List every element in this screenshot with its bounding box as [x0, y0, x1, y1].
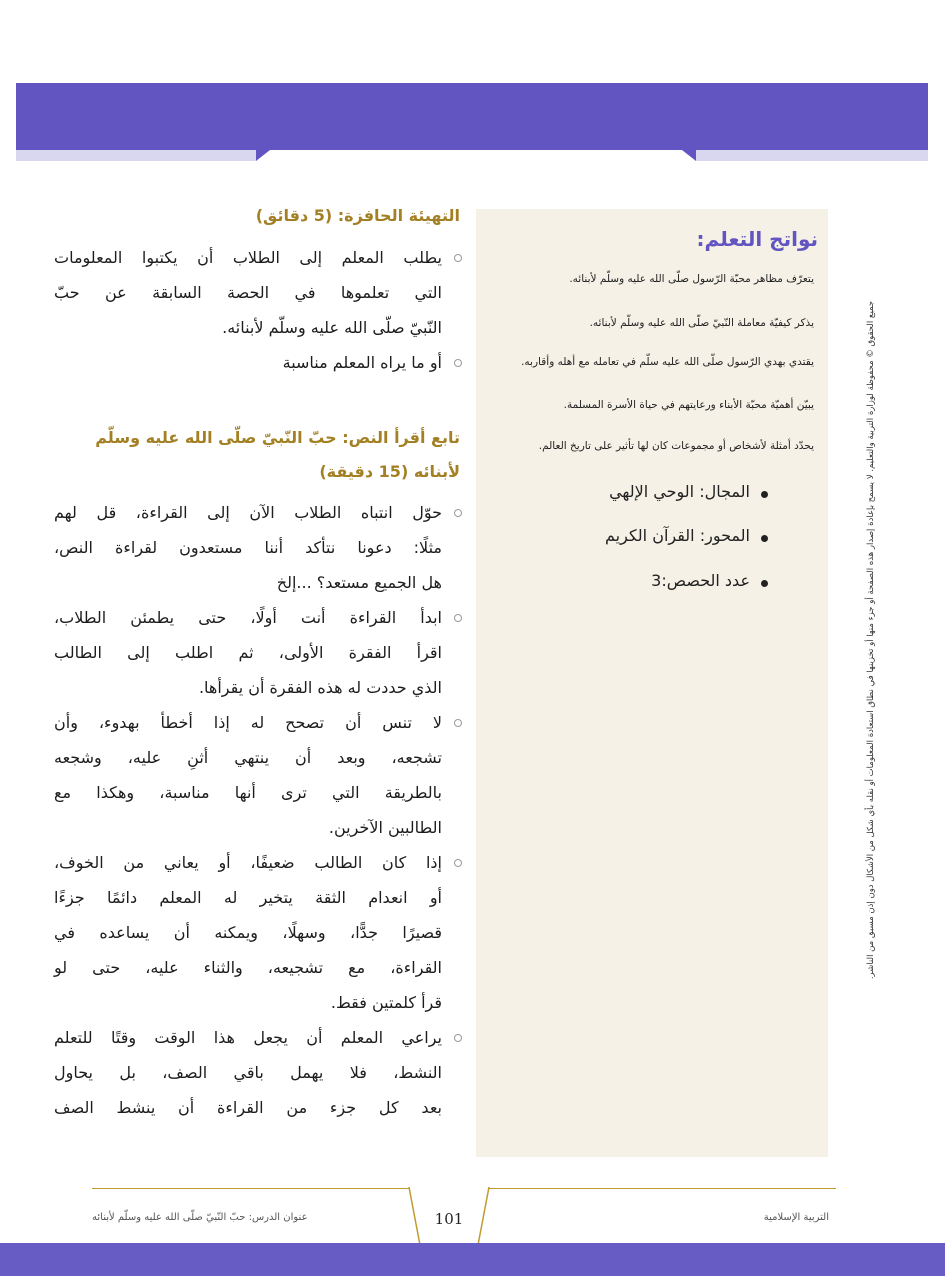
outcome-item: يبيّن أهميّة محبّة الأبناء ورعايتهم في حياة الأسرة المسلمة. — [563, 399, 814, 411]
warmup-bullets — [40, 240, 464, 380]
outcomes-title: نواتج التعلم: — [696, 227, 818, 251]
meta-sessions: عدد الحصص:3 — [605, 570, 768, 592]
reading-bullets — [40, 495, 464, 1125]
reading-heading: تابع أقرأ النص: حبّ النّبيّ صلّى الله عليه وسلّم — [95, 428, 460, 447]
lesson-title-footer: عنوان الدرس: حبّ النّبيّ صلّى الله عليه وسلّم لأبنائه — [92, 1212, 308, 1223]
copyright-note: جميع الحقوق © محفوظة لوزارة التربية والتعليم. لا يسمح بإعادة إصدار هذه الصفحة أو جزء منها أو تخزينها في نطاق استعادة المعلومات أو نقله بأي شكل من الأشكال دون إذن مسبق من الناشر. — [866, 300, 876, 980]
lesson-meta-list — [605, 481, 768, 614]
header-tab — [16, 150, 928, 161]
page-number: 101 — [434, 1210, 464, 1228]
outcome-item: يقتدي بهدي الرّسول صلّى الله عليه سلّم في تعامله مع أهله وأقاربه. — [521, 356, 814, 368]
list-item: ابدأ القراءة أنت أولًا، حتى يطمئن الطلاب، اقرأ الفقرة الأولى، ثم اطلب إلى الطالب الذي حددت له هذه الفقرة أن يقرأها. — [40, 600, 464, 705]
outcome-item: يتعرّف مظاهر محبّة الرّسول صلّى الله عليه وسلّم لأبنائه. — [569, 273, 814, 285]
warmup-heading: التهيئة الحافزة: (5 دقائق) — [255, 206, 460, 225]
list-item: يطلب المعلم إلى الطلاب أن يكتبوا المعلومات التي تعلموها في الحصة السابقة عن حبّ النّبيّ صلّى الله عليه وسلّم لأبنائه. — [40, 240, 464, 345]
bottom-band — [0, 1243, 945, 1276]
learning-outcomes-panel — [476, 209, 828, 1157]
outcome-item: يذكر كيفيّة معاملة النّبيّ صلّى الله عليه وسلّم لأبنائه. — [589, 317, 814, 329]
list-item: إذا كان الطالب ضعيفًا، أو يعاني من الخوف، أو انعدام الثقة يتخير له المعلم دائمًا جزءًا قصيرًا جدًّا، وسهلًا، ويمكنه أن يساعده في القراءة، مع تشجيعه، والثناء عليه، حتى لو قرأ كلمتين فقط. — [40, 845, 464, 1020]
reading-heading-line2: لأبنائه (15 دقيقة) — [319, 462, 460, 481]
list-item: يراعي المعلم أن يجعل هذا الوقت وقتًا للتعلم النشط، فلا يهمل باقي الصف، بل يحاول بعد كل جزء من القراءة أن ينشط الصف — [40, 1020, 464, 1125]
meta-domain: المجال: الوحي الإلهي — [605, 481, 768, 503]
list-item: حوّل انتباه الطلاب الآن إلى القراءة، قل لهم مثلًا: دعونا نتأكد أننا مستعدون لقراءة النص، هل الجميع مستعد؟ ...إلخ — [40, 495, 464, 600]
outcome-item: يحدّد أمثلة لأشخاص أو مجموعات كان لها تأثير على تاريخ العالم. — [538, 440, 814, 452]
list-item: لا تنس أن تصحح له إذا أخطأ بهدوء، وأن تشجعه، وبعد أن ينتهي أثنِ عليه، وشجعه بالطريقة التي ترى أنها مناسبة، وهكذا مع الطالبين الآخرين. — [40, 705, 464, 845]
subject-footer: التربية الإسلامية — [763, 1212, 829, 1223]
meta-axis: المحور: القرآن الكريم — [605, 525, 768, 547]
list-item: أو ما يراه المعلم مناسبة — [40, 345, 464, 380]
